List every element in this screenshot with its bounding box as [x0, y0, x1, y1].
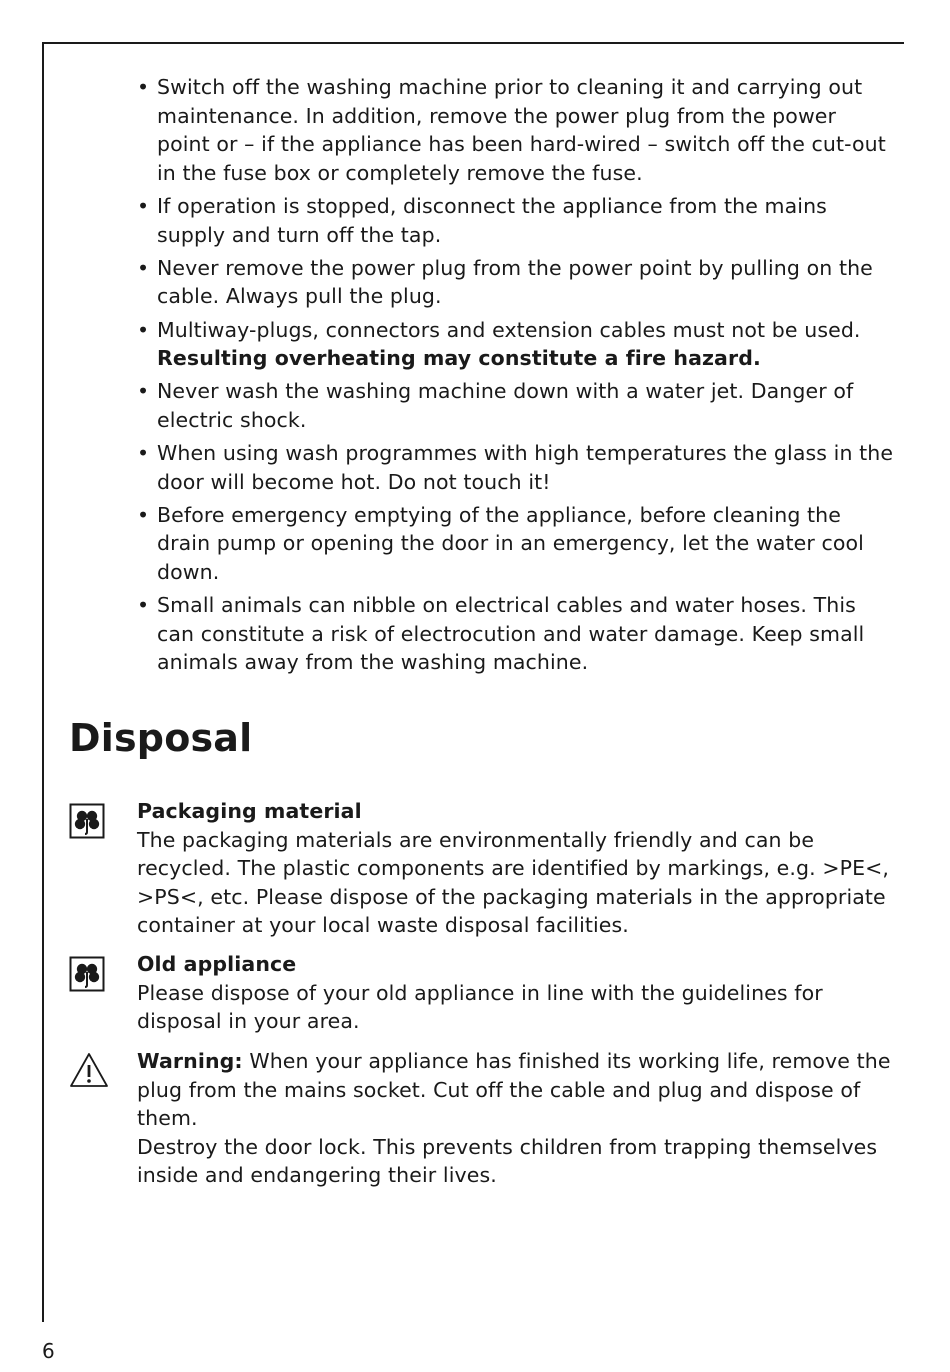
old-appliance-body — [137, 950, 897, 1036]
packaging-material-text: The packaging materials are environmentally friendly and can be recycled. The plastic components are identified by markings, e.g. >PE<, >PS<, etc. Please dispose of the packaging materials in the appropriate container at your local waste disposal facilities. — [137, 827, 890, 938]
warning-body — [137, 1047, 897, 1190]
door-lock-text: Destroy the door lock. This prevents children from trapping themselves inside and endangering their lives. — [137, 1134, 878, 1188]
environment-tip-icon — [69, 803, 105, 839]
bullet-text: When using wash programmes with high temperatures the glass in the door will become hot. Do not touch it! — [157, 441, 894, 494]
list-item — [135, 316, 895, 373]
bullet-icon: • — [137, 317, 150, 342]
fire-hazard-warning: Resulting overheating may constitute a fire hazard. — [157, 346, 761, 371]
warning-triangle-icon — [69, 1051, 109, 1089]
bullet-icon: • — [137, 502, 150, 527]
bullet-text: Small animals can nibble on electrical cables and water hoses. This can constitute a risk of electrocution and water damage. Keep small animals away from the washing machine. — [157, 593, 865, 675]
list-item — [135, 591, 895, 677]
bullet-icon: • — [137, 193, 150, 218]
disposal-heading: Disposal — [69, 716, 253, 760]
bullet-icon: • — [137, 593, 150, 618]
packaging-material-body — [137, 797, 897, 940]
list-item — [135, 501, 895, 587]
list-item — [135, 73, 895, 187]
bullet-text: Before emergency emptying of the appliance, before cleaning the drain pump or opening the door in an emergency, let the water cool down. — [157, 502, 864, 585]
warning-paragraph — [137, 1047, 897, 1133]
environment-tip-icon — [69, 956, 105, 992]
bullet-text: Never remove the power plug from the power point by pulling on the cable. Always pull the plug. — [157, 255, 873, 309]
bullet-icon: • — [137, 255, 150, 280]
old-appliance-text: Please dispose of your old appliance in line with the guidelines for disposal in your area. — [137, 980, 823, 1034]
list-item — [135, 439, 895, 496]
bullet-text: If operation is stopped, disconnect the appliance from the mains supply and turn off the tap. — [157, 193, 827, 247]
safety-bullet-list — [135, 73, 895, 682]
left-margin-rule — [42, 42, 44, 1322]
top-rule — [42, 42, 904, 44]
list-item — [135, 254, 895, 311]
packaging-material-title: Packaging material — [137, 799, 362, 823]
warning-text: When your appliance has finished its working life, remove the plug from the mains socket. Cut off the cable and plug and dispose of them. — [137, 1049, 891, 1131]
bullet-text: Never wash the washing machine down with a water jet. Danger of electric shock. — [157, 379, 854, 432]
page-number: 6 — [42, 1339, 55, 1363]
old-appliance-title: Old appliance — [137, 952, 297, 976]
bullet-icon: • — [137, 75, 150, 99]
list-item — [135, 377, 895, 434]
bullet-icon: • — [137, 379, 150, 404]
list-item — [135, 192, 895, 249]
warning-label: Warning: — [137, 1049, 243, 1073]
bullet-icon: • — [137, 441, 150, 466]
bullet-text: Switch off the washing machine prior to cleaning it and carrying out maintenance. In addition, remove the power plug from the power point or – if the appliance has been hard-wired – switch off the cut-out in the fuse box or completely remove the fuse. — [157, 75, 886, 185]
bullet-text: Multiway-plugs, connectors and extension cables must not be used. — [157, 317, 861, 342]
